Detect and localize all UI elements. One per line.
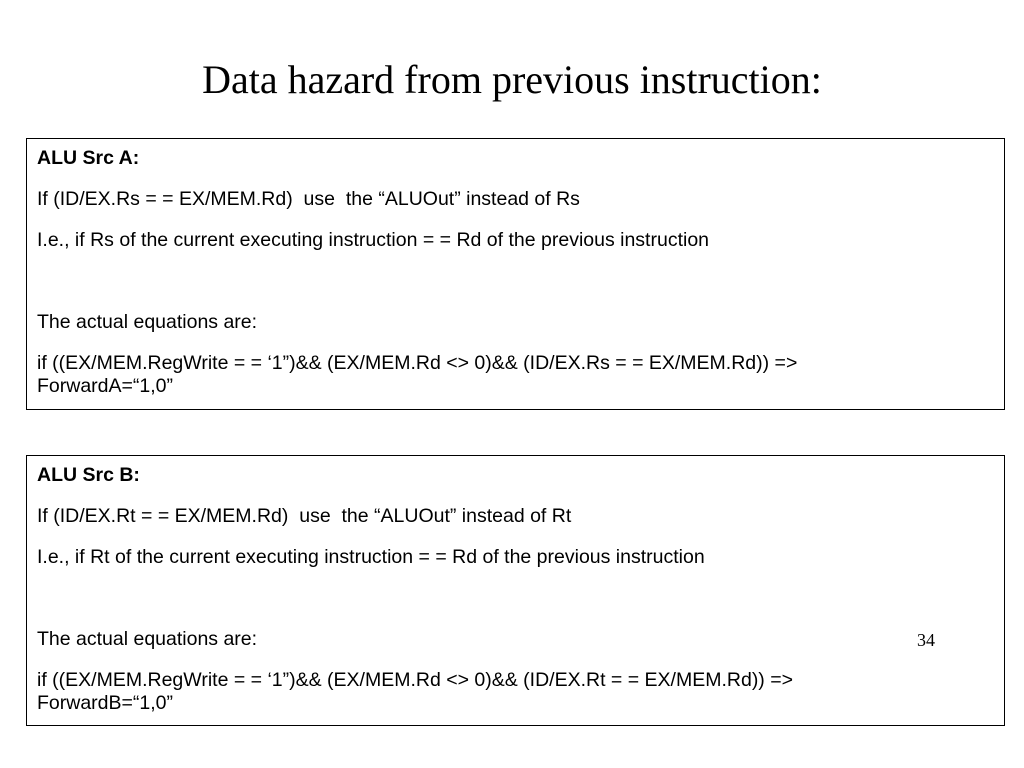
alu-src-a-rule: If (ID/EX.Rs = = EX/MEM.Rd) use the “ALUOut” instead of Rs xyxy=(37,188,580,210)
alu-src-a-explanation: I.e., if Rs of the current executing instruction = = Rd of the previous instruction xyxy=(37,229,710,251)
alu-src-a-equation-line-2: ForwardA=“1,0” xyxy=(37,375,174,397)
alu-src-a-equations-intro: The actual equations are: xyxy=(37,311,258,333)
alu-src-b-equation-line-1: if ((EX/MEM.RegWrite = = ‘1”)&& (EX/MEM.Rd <> 0)&& (ID/EX.Rt = = EX/MEM.Rd)) => xyxy=(37,669,793,691)
alu-src-b-explanation: I.e., if Rt of the current executing instruction = = Rd of the previous instruction xyxy=(37,546,705,568)
alu-src-b-heading: ALU Src B: xyxy=(37,464,140,486)
alu-src-a-heading: ALU Src A: xyxy=(37,147,140,169)
alu-src-b-rule: If (ID/EX.Rt = = EX/MEM.Rd) use the “ALUOut” instead of Rt xyxy=(37,505,572,527)
alu-src-a-box xyxy=(26,138,1005,410)
alu-src-b-box xyxy=(26,455,1005,726)
page-number: 34 xyxy=(917,630,935,650)
spacer xyxy=(37,270,994,311)
slide-title: Data hazard from previous instruction: xyxy=(202,57,822,102)
alu-src-b-equation-line-2: ForwardB=“1,0” xyxy=(37,692,174,714)
spacer xyxy=(37,587,994,628)
alu-src-a-equation-line-1: if ((EX/MEM.RegWrite = = ‘1”)&& (EX/MEM.Rd <> 0)&& (ID/EX.Rs = = EX/MEM.Rd)) => xyxy=(37,352,798,374)
alu-src-b-equations-intro: The actual equations are: xyxy=(37,628,258,650)
